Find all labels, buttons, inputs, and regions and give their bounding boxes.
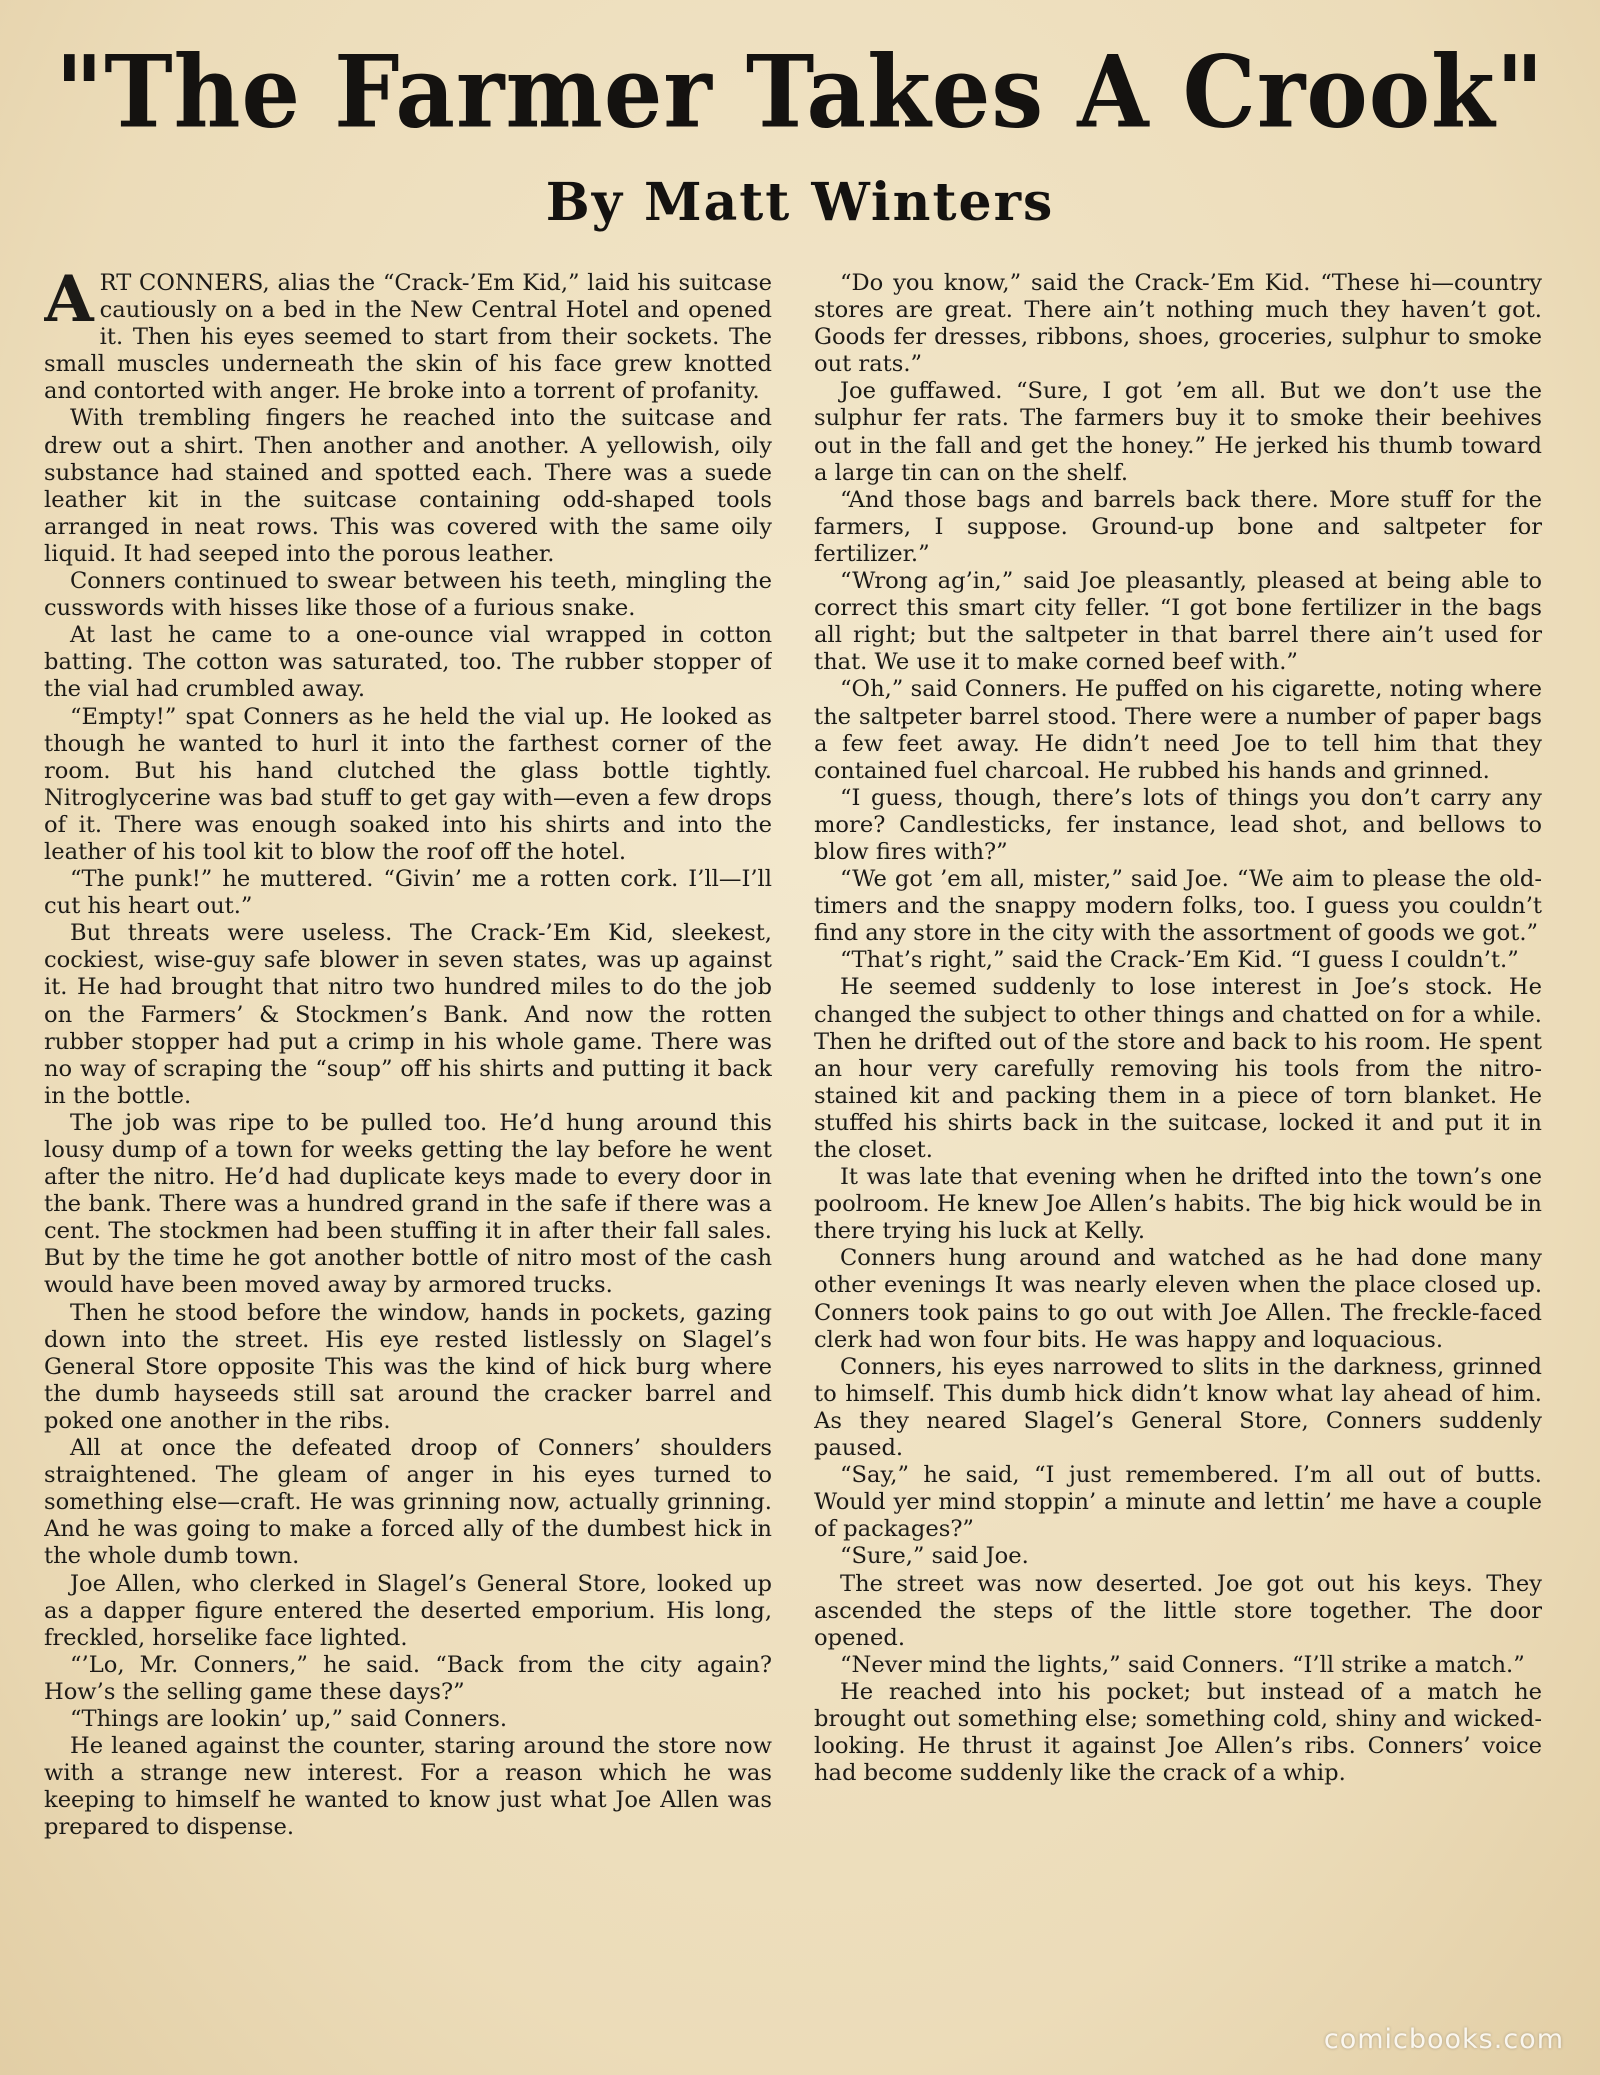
paragraph: “Do you know,” said the Crack-’Em Kid. “These hi—country stores are great. There ain’t nothing much they haven’t got. Goods fer dresses, ribbons, shoes, groceries, sulphur to smoke out rats.”: [814, 270, 1542, 378]
paragraph: “Never mind the lights,” said Conners. “I’ll strike a match.”: [840, 1651, 1525, 1678]
paragraph: “’Lo, Mr. Conners,” he said. “Back from the city again? How’s the selling game these days?”: [44, 1651, 772, 1705]
paragraph: ART CONNERS, alias the “Crack-’Em Kid,” laid his suitcase cautiously on a bed in the New Central Hotel and opened it. Then his eyes seemed to start from their sockets. The small muscles underneath the skin of his face grew knotted and contorted with anger. He broke into a torrent of profanity.: [44, 270, 772, 405]
paragraph: “Wrong ag’in,” said Joe pleasantly, pleased at being able to correct this smart city feller. “I got bone fertilizer in the bags all right; but the saltpeter in that barrel there ain’t used for that. We use it to make corned beef with.”: [814, 568, 1542, 676]
paragraph: Then he stood before the window, hands in pockets, gazing down into the street. His eye rested listlessly on Slagel’s General Store opposite This was the kind of hick burg where the dumb hayseeds still sat around the cracker barrel and poked one another in the ribs.: [44, 1299, 772, 1434]
paragraph: All at once the defeated droop of Conners’ shoulders straightened. The gleam of anger in his eyes turned to something else—craft. He was grinning now, actually grinning. And he was going to make a forced ally of the dumbest hick in the whole dumb town.: [44, 1435, 772, 1570]
source-watermark: comicbooks.com: [1323, 2024, 1564, 2055]
paragraph: “The punk!” he muttered. “Givin’ me a rotten cork. I’ll—I’ll cut his heart out.”: [44, 866, 772, 920]
paragraph: “Sure,” said Joe.: [840, 1543, 1029, 1570]
paragraph: “Oh,” said Conners. He puffed on his cigarette, noting where the saltpeter barrel stood. There were a number of paper bags a few feet away. He didn’t need Joe to tell him that they contained fuel charcoal. He rubbed his hands and grinned.: [814, 676, 1542, 784]
paragraph: “Empty!” spat Conners as he held the vial up. He looked as though he wanted to hurl it into the farthest corner of the room. But his hand clutched the glass bottle tightly. Nitroglycerine was bad stuff to get gay with—even a few drops of it. There was enough soaked into his shirts and into the leather of his tool kit to blow the roof off the hotel.: [44, 703, 772, 865]
paragraph: Joe guffawed. “Sure, I got ’em all. But we don’t use the sulphur fer rats. The farmers buy it to smoke their beehives out in the fall and get the honey.” He jerked his thumb toward a large tin can on the shelf.: [814, 378, 1542, 486]
paragraph: He leaned against the counter, staring around the store now with a strange new interest. For a reason which he was keeping to himself he wanted to know just what Joe Allen was prepared to dispense.: [44, 1733, 772, 1841]
paragraph: With trembling fingers he reached into the suitcase and drew out a shirt. Then another and another. A yellowish, oily substance had stained and spotted each. There was a suede leather kit in the suitcase containing odd-shaped tools arranged in neat rows. This was covered with the same oily liquid. It had seeped into the porous leather.: [44, 405, 772, 567]
story-byline: By Matt Winters: [545, 172, 1055, 233]
paragraph: “I guess, though, there’s lots of things you don’t carry any more? Candlesticks, fer instance, lead shot, and bellows to blow fires with?”: [814, 784, 1542, 865]
story-title: "The Farmer Takes A Crook": [55, 33, 1545, 151]
paragraph: “And those bags and barrels back there. More stuff for the farmers, I suppose. Ground-up bone and saltpeter for fertilizer.”: [814, 486, 1542, 567]
paragraph: “We got ’em all, mister,” said Joe. “We aim to please the old-timers and the snappy modern folks, too. I guess you couldn’t find any store in the city with the assortment of goods we got.”: [814, 866, 1542, 947]
left-column: [44, 270, 772, 2045]
paragraph: But threats were useless. The Crack-’Em Kid, sleekest, cockiest, wise-guy safe blower in seven states, was up against it. He had brought that nitro two hundred miles to do the job on the Farmers’ & Stockmen’s Bank. And now the rotten rubber stopper had put a crimp in his whole game. There was no way of scraping the “soup” off his shirts and putting it back in the bottle.: [44, 920, 772, 1109]
paragraph: “Say,” he said, “I just remembered. I’m all out of butts. Would yer mind stoppin’ a minute and lettin’ me have a couple of packages?”: [814, 1462, 1542, 1543]
paragraph: The job was ripe to be pulled too. He’d hung around this lousy dump of a town for weeks getting the lay before he went after the nitro. He’d had duplicate keys made to every door in the bank. There was a hundred grand in the safe if there was a cent. The stockmen had been stuffing it in after their fall sales. But by the time he got another bottle of nitro most of the cash would have been moved away by armored trucks.: [44, 1109, 772, 1299]
paragraph: He seemed suddenly to lose interest in Joe’s stock. He changed the subject to other things and chatted on for a while. Then he drifted out of the store and back to his room. He spent an hour very carefully removing his tools from the nitro-stained kit and packing them in a piece of torn blanket. He stuffed his shirts back in the suitcase, locked it and put it in the closet.: [814, 974, 1542, 1163]
paragraph: “That’s right,” said the Crack-’Em Kid. “I guess I couldn’t.”: [840, 947, 1519, 974]
drop-cap: A: [44, 270, 94, 337]
paragraph: It was late that evening when he drifted into the town’s one poolroom. He knew Joe Allen’s habits. The big hick would be in there trying his luck at Kelly.: [814, 1164, 1542, 1245]
right-column: [814, 270, 1542, 2045]
paragraph: Joe Allen, who clerked in Slagel’s General Store, looked up as a dapper figure entered the deserted emporium. His long, freckled, horselike face lighted.: [44, 1570, 772, 1651]
paragraph: He reached into his pocket; but instead of a match he brought out something else; something cold, shiny and wicked-looking. He thrust it against Joe Allen’s ribs. Conners’ voice had become suddenly like the crack of a whip.: [814, 1678, 1542, 1787]
paragraph: The street was now deserted. Joe got out his keys. They ascended the steps of the little store together. The door opened.: [814, 1570, 1542, 1651]
paragraph: Conners hung around and watched as he had done many other evenings It was nearly eleven when the place closed up. Conners took pains to go out with Joe Allen. The freckle-faced clerk had won four bits. He was happy and loquacious.: [814, 1245, 1542, 1353]
paragraph: Conners continued to swear between his teeth, mingling the cusswords with hisses like those of a furious snake.: [44, 568, 772, 622]
paragraph: At last he came to a one-ounce vial wrapped in cotton batting. The cotton was saturated, too. The rubber stopper of the vial had crumbled away.: [44, 622, 772, 703]
paragraph: “Things are lookin’ up,” said Conners.: [70, 1705, 508, 1732]
paragraph: Conners, his eyes narrowed to slits in the darkness, grinned to himself. This dumb hick didn’t know what lay ahead of him. As they neared Slagel’s General Store, Conners suddenly paused.: [814, 1353, 1542, 1462]
